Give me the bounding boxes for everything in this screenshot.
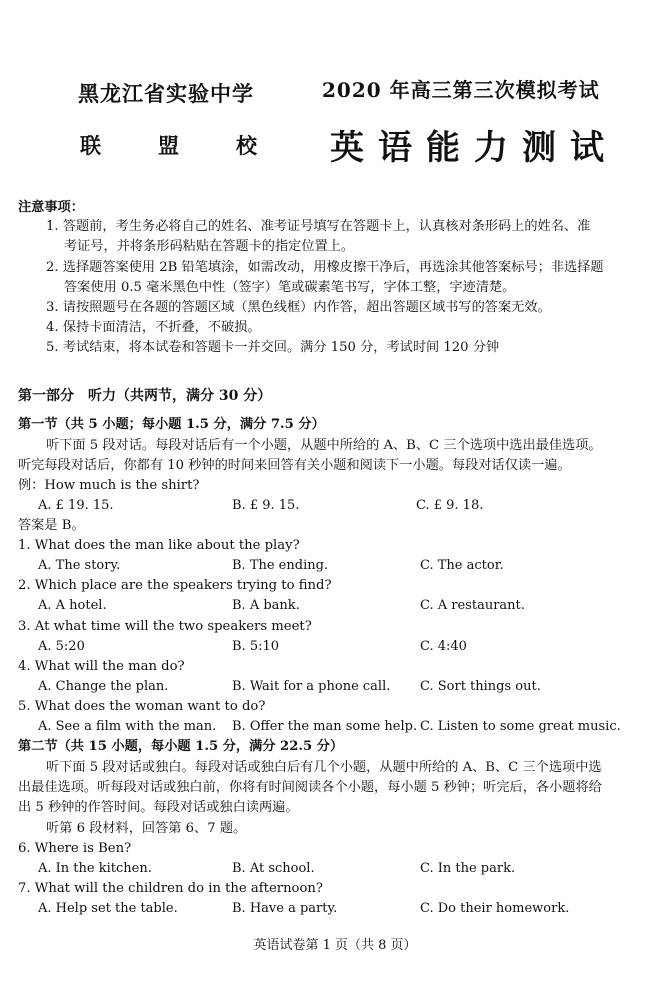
option: A. See a film with the man. <box>38 719 217 734</box>
option: A. Help set the table. <box>38 901 178 916</box>
example-option: C. £ 9. 18. <box>416 498 484 513</box>
option: B. Wait for a phone call. <box>232 679 391 694</box>
example-option: B. £ 9. 15. <box>232 498 300 513</box>
option: C. The actor. <box>420 558 504 573</box>
question: 5. What does the woman want to do? <box>18 699 266 714</box>
alliance-char: 盟 <box>158 133 179 158</box>
page-footer: 英语试卷第 1 页（共 8 页） <box>253 938 417 953</box>
question: 1. What does the man like about the play? <box>18 538 300 553</box>
school-name: 黑龙江省实验中学 <box>78 81 254 106</box>
alliance-char: 联 <box>80 133 101 158</box>
section-intro: 听完每段对话后，你都有 10 秒钟的时间来回答有关小题和阅读下一小题。每段对话仅读一遍。 <box>18 458 571 473</box>
question: 6. Where is Ben? <box>18 841 132 856</box>
option: A. In the kitchen. <box>38 861 152 876</box>
question: 4. What will the man do? <box>18 659 185 674</box>
section-intro: 听下面 5 段对话或独白。每段对话或独白后有几个小题，从题中所给的 A、B、C 三个选项中选 <box>46 760 602 775</box>
subject-title: 英语能力测试 <box>330 128 618 168</box>
notice-item: 4. 保持卡面清洁，不折叠，不破损。 <box>46 320 261 335</box>
alliance-char: 校 <box>236 133 257 158</box>
section-heading: 第一节（共 5 小题；每小题 1.5 分，满分 7.5 分） <box>18 417 325 432</box>
notice-item: 2. 选择题答案使用 2B 铅笔填涂，如需改动，用橡皮擦干净后，再选涂其他答案标号；非选择题 <box>46 260 604 275</box>
option: B. 5:10 <box>232 639 280 654</box>
option: B. The ending. <box>232 558 329 573</box>
option: B. At school. <box>232 861 315 876</box>
example-answer: 答案是 B。 <box>18 518 85 533</box>
option: B. Have a party. <box>232 901 338 916</box>
option: C. Listen to some great music. <box>420 719 621 734</box>
option: B. A bank. <box>232 598 300 613</box>
exam-title: 2020 年高三第三次模拟考试 <box>322 78 600 102</box>
question: 2. Which place are the speakers trying to find? <box>18 578 332 593</box>
option: C. 4:40 <box>420 639 467 654</box>
section-intro: 出最佳选项。听每段对话或独白前，你将有时间阅读各个小题，每小题 5 秒钟；听完后，各小题将给 <box>18 780 602 795</box>
option: B. Offer the man some help. <box>232 719 418 734</box>
notice-item: 答案使用 0.5 毫米黑色中性（签字）笔或碳素笔书写，字体工整，字迹清楚。 <box>64 280 516 295</box>
notice-item: 考证号，并将条形码粘贴在答题卡的指定位置上。 <box>64 239 355 254</box>
option: C. In the park. <box>420 861 516 876</box>
part-heading: 第一部分 听力（共两节，满分 30 分） <box>18 388 272 404</box>
section-intro: 出 5 秒钟的作答时间。每段对话或独白读两遍。 <box>18 800 299 815</box>
example-option: A. £ 19. 15. <box>38 498 114 513</box>
option: C. Do their homework. <box>420 901 570 916</box>
notice-item: 3. 请按照题号在各题的答题区域（黑色线框）内作答，超出答题区域书写的答案无效。 <box>46 300 551 315</box>
option: C. A restaurant. <box>420 598 525 613</box>
example-question: 例：How much is the shirt? <box>18 478 200 493</box>
option: A. A hotel. <box>38 598 107 613</box>
school-alliance <box>80 130 314 160</box>
notice-item: 1. 答题前，考生务必将自己的姓名、准考证号填写在答题卡上，认真核对条形码上的姓名、准 <box>46 219 591 234</box>
question: 3. At what time will the two speakers meet? <box>18 619 312 634</box>
notice-item: 5. 考试结束，将本试卷和答题卡一并交回。满分 150 分，考试时间 120 分钟 <box>46 340 500 355</box>
option: A. The story. <box>38 558 121 573</box>
section-heading: 第二节（共 15 小题，每小题 1.5 分，满分 22.5 分） <box>18 739 344 754</box>
section-intro: 听下面 5 段对话。每段对话后有一个小题，从题中所给的 A、B、C 三个选项中选出最佳选项。 <box>46 438 602 453</box>
option: A. 5:20 <box>38 639 85 654</box>
notice-heading: 注意事项： <box>18 200 84 215</box>
option: A. Change the plan. <box>38 679 169 694</box>
option: C. Sort things out. <box>420 679 541 694</box>
material-note: 听第 6 段材料，回答第 6、7 题。 <box>46 821 247 836</box>
question: 7. What will the children do in the afternoon? <box>18 881 323 896</box>
